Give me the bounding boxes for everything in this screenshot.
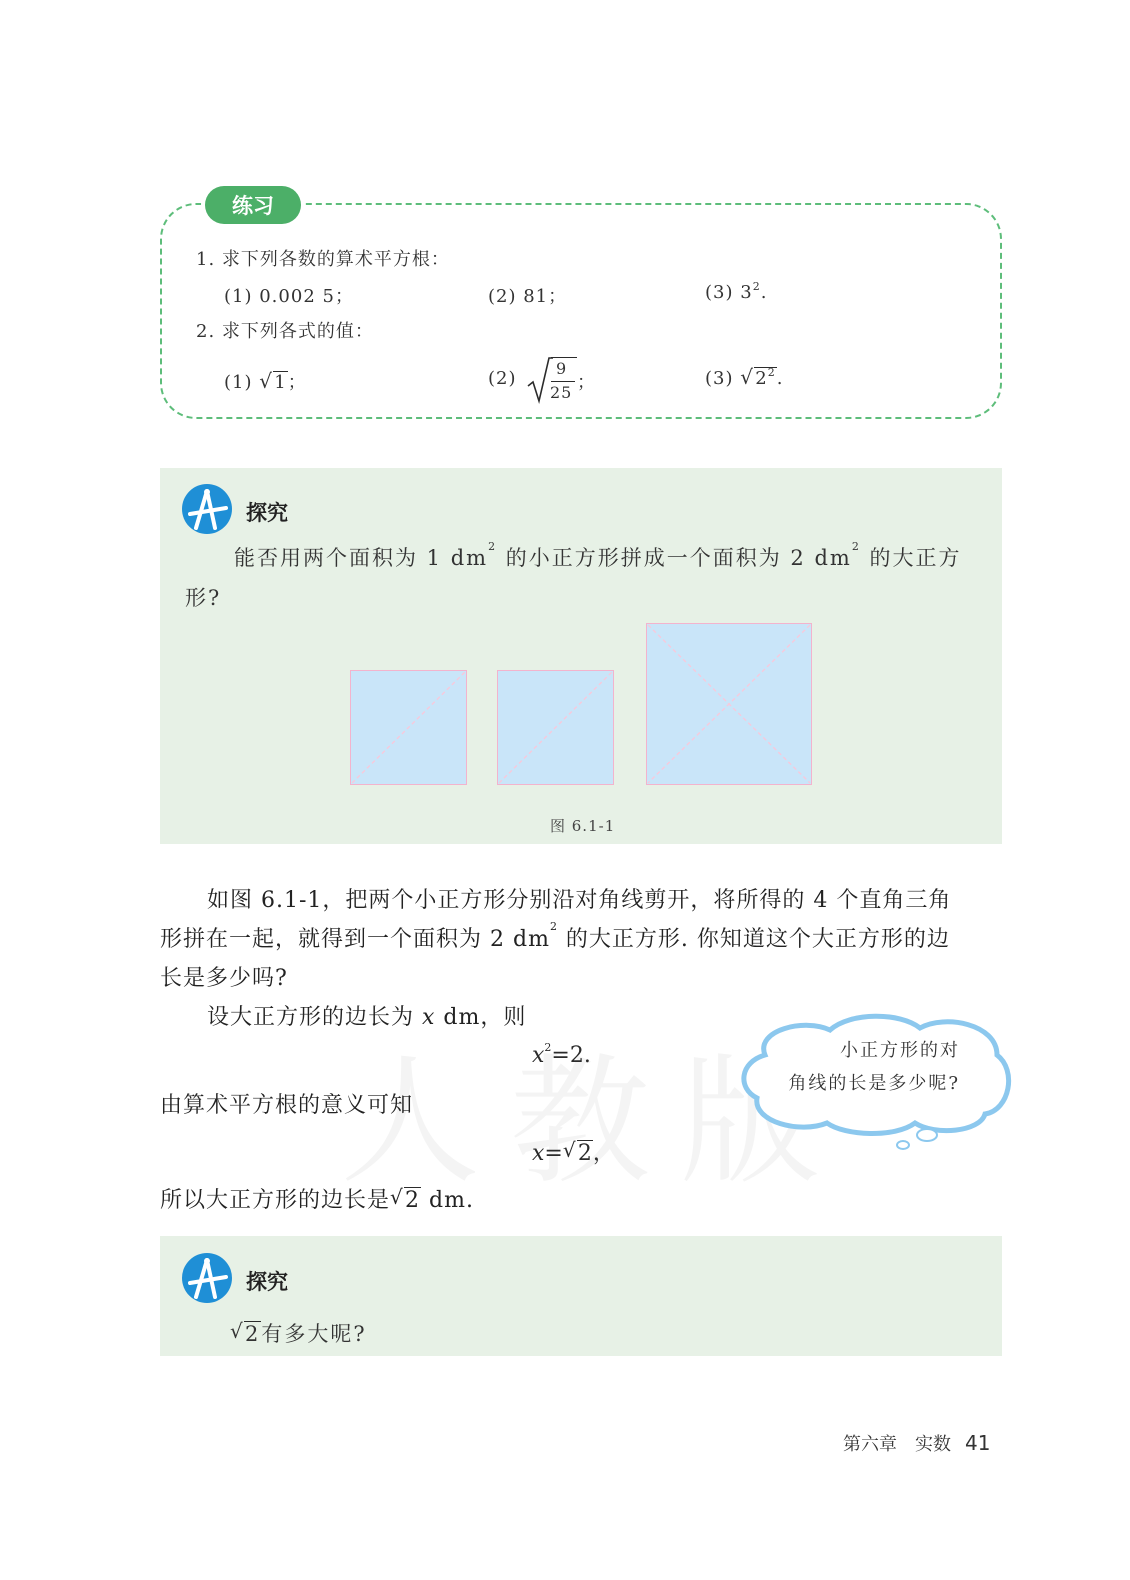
chapter-label: 第六章 实数 bbox=[843, 1434, 951, 1455]
practice-q1-stem: 1. 求下列各数的算术平方根： bbox=[196, 249, 450, 270]
paragraph-1-line3: 长是多少吗? bbox=[160, 966, 288, 991]
paragraph-4: 所以大正方形的边长是√ 2 dm. bbox=[160, 1183, 474, 1214]
practice-q2-item3: (3) √ $2^2$. bbox=[705, 368, 783, 389]
explore-title: 探究 bbox=[246, 501, 288, 525]
fraction-tail: ； bbox=[577, 372, 596, 393]
sqrt-symbol: √ 2 bbox=[230, 1322, 261, 1346]
practice-tag: 练习 bbox=[205, 186, 301, 224]
paragraph-1-line2: 形拼在一起，就得到一个面积为 2 $dm^2$ 的大正方形. 你知道这个大正方形的边 bbox=[160, 920, 950, 952]
explore-question-2: √ 2有多大呢? bbox=[230, 1318, 367, 1348]
practice-q1-item3: (3) $3^2$. bbox=[705, 280, 768, 303]
explore-question-line2: 形? bbox=[185, 586, 222, 610]
practice-q2-item2-label: (2) bbox=[488, 368, 517, 389]
practice-q2-stem: 2. 求下列各式的值： bbox=[196, 321, 374, 342]
equation-2: x=√ 2， bbox=[532, 1136, 615, 1167]
diagonal-lines bbox=[346, 620, 816, 790]
fraction-denominator: 25 bbox=[550, 383, 573, 402]
sqrt-symbol: √ 2 bbox=[390, 1188, 421, 1213]
practice-q2-item1: (1) √ 1； bbox=[224, 368, 307, 394]
equation-1: $x^2=2$. bbox=[532, 1041, 591, 1068]
sqrt-symbol: √ 2 bbox=[563, 1141, 593, 1166]
compass-ruler-icon bbox=[182, 1253, 232, 1303]
sqrt-symbol: √ 1 bbox=[259, 372, 287, 393]
practice-q1-item2: (2) 81； bbox=[488, 286, 568, 307]
fraction-bar bbox=[551, 381, 575, 382]
paragraph-1-line1: 如图 6.1-1，把两个小正方形分别沿对角线剪开，将所得的 4 个直角三角 bbox=[207, 888, 952, 913]
sqrt-symbol: √ $2^2$ bbox=[740, 368, 776, 389]
practice-q1-item1: (1) 0.002 5； bbox=[224, 286, 354, 307]
paragraph-3: 由算术平方根的意义可知 bbox=[160, 1093, 414, 1118]
paragraph-2: 设大正方形的边长为 x dm，则 bbox=[207, 1005, 527, 1030]
compass-ruler-icon bbox=[182, 484, 232, 534]
sqrt-vinculum bbox=[551, 357, 577, 358]
figure-caption: 图 6.1-1 bbox=[550, 817, 616, 835]
page-number: 41 bbox=[965, 1431, 991, 1455]
cloud-text: 小正方形的对 角线的长是多少呢? bbox=[788, 1040, 960, 1094]
fraction-numerator: 9 bbox=[556, 359, 568, 378]
figure-squares bbox=[346, 620, 816, 790]
explore-question-line1: 能否用两个面积为 1 $dm^2$ 的小正方形拼成一个面积为 2 $dm^2$ 的大正方 bbox=[234, 540, 962, 570]
explore-title: 探究 bbox=[246, 1270, 288, 1294]
page-footer bbox=[843, 1430, 990, 1456]
